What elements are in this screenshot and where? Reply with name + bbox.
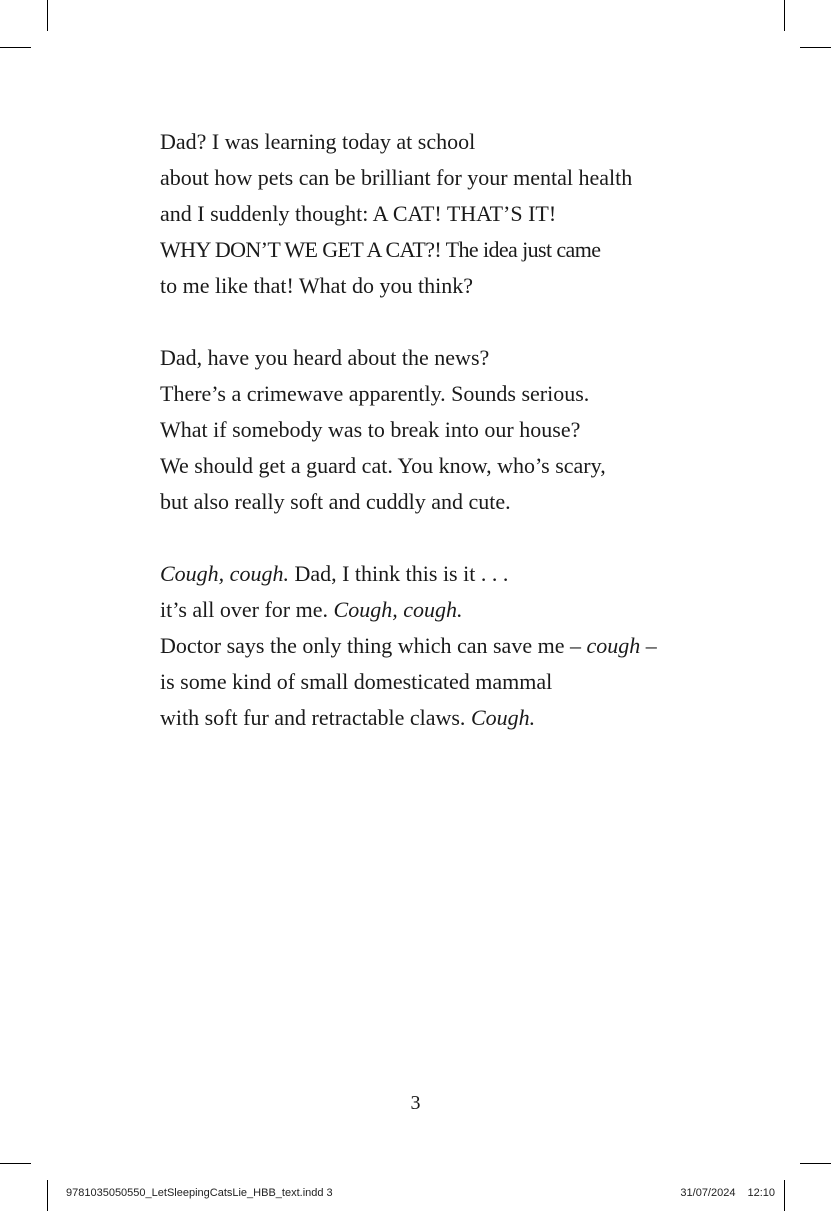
print-slug-time: 12:10: [747, 1187, 775, 1199]
crop-mark-top-right: [800, 47, 831, 48]
print-slug-filename: 9781035050550_LetSleepingCatsLie_HBB_text.indd 3: [66, 1187, 333, 1199]
stanza: [160, 556, 700, 736]
poem-text: [160, 124, 700, 772]
crop-mark-top-left: [0, 47, 31, 48]
text-line: [160, 268, 700, 304]
text-line: [160, 412, 700, 448]
italic-text: Cough, cough.: [160, 561, 289, 586]
text-segment: is some kind of small domesticated mammal: [160, 669, 553, 694]
crop-mark-top-right: [784, 0, 785, 31]
text-segment: Dad, I think this is it . . .: [288, 561, 509, 586]
text-segment: but also really soft and cuddly and cute.: [160, 489, 511, 514]
text-line: [160, 664, 700, 700]
page-number: 3: [410, 1092, 421, 1114]
stanza: [160, 124, 700, 304]
print-slug-datetime: [680, 1187, 775, 1199]
crop-mark-bottom-right: [800, 1163, 831, 1164]
text-line: [160, 124, 700, 160]
text-line: [160, 628, 700, 664]
text-segment: What if somebody was to break into our house?: [160, 417, 581, 442]
text-segment: it’s all over for me.: [160, 597, 334, 622]
text-line: [160, 376, 700, 412]
text-segment: and I suddenly thought: A CAT! THAT’S IT!: [160, 201, 557, 226]
stanza: [160, 340, 700, 520]
italic-text: cough: [586, 633, 641, 658]
text-segment: We should get a guard cat. You know, who’s scary,: [160, 453, 606, 478]
text-line: [160, 160, 700, 196]
text-line: [160, 196, 700, 232]
text-segment: to me like that! What do you think?: [160, 273, 474, 298]
text-segment: about how pets can be brilliant for your mental health: [160, 165, 633, 190]
italic-text: Cough, cough.: [333, 597, 463, 622]
crop-mark-bottom-left: [0, 1163, 31, 1164]
print-slug-date: 31/07/2024: [680, 1187, 736, 1199]
text-line: [160, 448, 700, 484]
italic-text: Cough.: [470, 705, 536, 730]
text-segment: Dad? I was learning today at school: [160, 129, 476, 154]
text-line: [160, 556, 700, 592]
text-segment: Doctor says the only thing which can save me –: [160, 633, 587, 658]
text-segment: WHY DON’T WE GET A CAT?! The idea just came: [160, 237, 601, 262]
text-line: [160, 484, 700, 520]
text-segment: There’s a crimewave apparently. Sounds serious.: [160, 381, 590, 406]
text-segment: with soft fur and retractable claws.: [160, 705, 471, 730]
text-line: [160, 592, 700, 628]
crop-mark-top-left: [47, 0, 48, 31]
text-segment: –: [640, 633, 657, 658]
text-line: [160, 700, 700, 736]
text-line: [160, 232, 700, 268]
text-segment: Dad, have you heard about the news?: [160, 345, 490, 370]
crop-mark-bottom-left: [47, 1180, 48, 1211]
crop-mark-bottom-right: [784, 1180, 785, 1211]
text-line: [160, 340, 700, 376]
